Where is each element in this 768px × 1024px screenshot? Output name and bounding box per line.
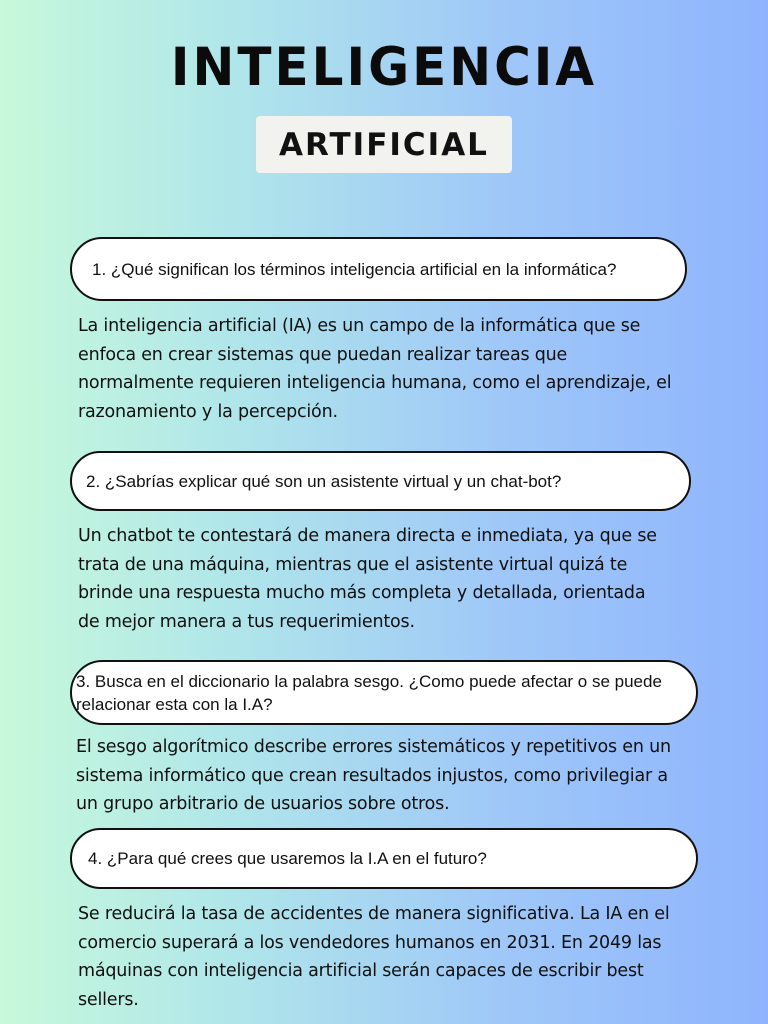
answer-1-text: La inteligencia artificial (IA) es un campo de la informática que se enfoca en crear sistemas que puedan realizar tareas que normalmente requieren inteligencia humana, como el aprendizaje, el razonamiento y la percepción.	[78, 316, 672, 422]
answer-2-text: Un chatbot te contestará de manera directa e inmediata, ya que se trata de una máquina, mientras que el asistente virtual quizá te brinde una respuesta mucho más completa y detallada, orientada de mejor manera a tus requerimientos.	[78, 526, 657, 632]
page-subtitle: ARTIFICIAL	[279, 126, 489, 163]
question-3-box	[70, 660, 698, 725]
question-1-text: 1. ¿Qué significan los términos inteligencia artificial en la informática?	[92, 259, 617, 279]
page-title: INTELIGENCIA	[170, 36, 598, 98]
question-4-box	[70, 828, 698, 889]
question-4-text: 4. ¿Para qué crees que usaremos la I.A en el futuro?	[88, 849, 487, 868]
question-3-text: 3. Busca en el diccionario la palabra sesgo. ¿Como puede afectar o se puede relacionar esta con la I.A?	[76, 671, 662, 714]
answer-3-text: El sesgo algorítmico describe errores sistemáticos y repetitivos en un sistema informático que crean resultados injustos, como privilegiar a un grupo arbitrario de usuarios sobre otros.	[76, 737, 671, 814]
subtitle-banner	[256, 116, 512, 173]
question-2-box	[70, 451, 691, 511]
question-1-box	[70, 237, 687, 301]
question-2-text: 2. ¿Sabrías explicar qué son un asistente virtual y un chat-bot?	[86, 471, 562, 491]
answer-4-text: Se reducirá la tasa de accidentes de manera significativa. La IA en el comercio superará a los vendedores humanos en 2031. En 2049 las máquinas con inteligencia artificial serán capaces de escribir best sellers.	[78, 904, 670, 1010]
